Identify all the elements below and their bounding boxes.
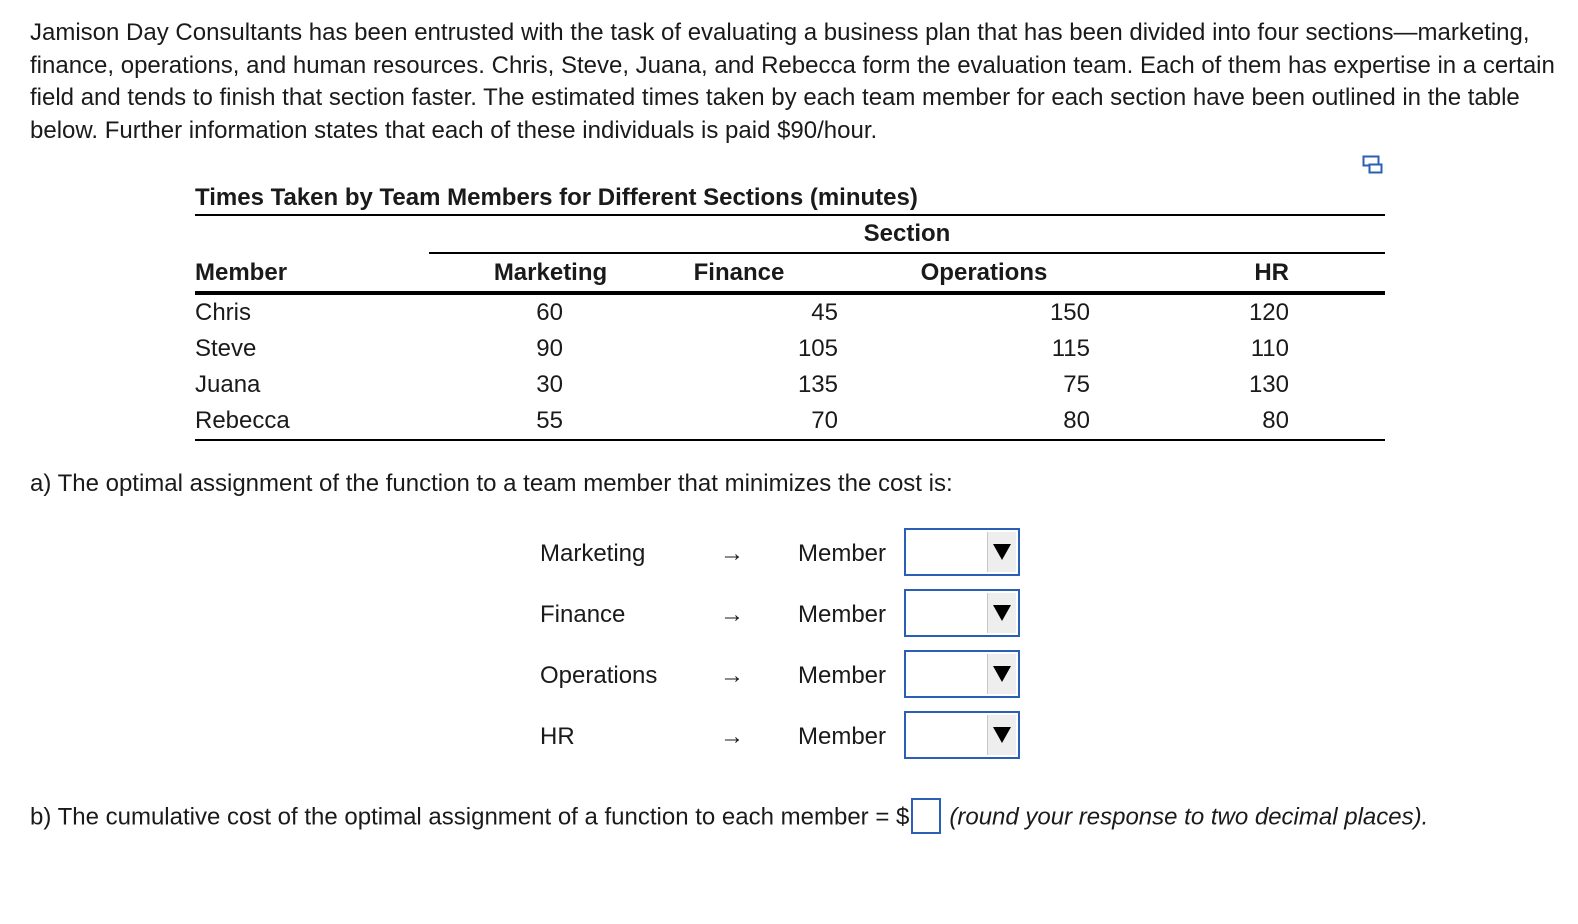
assignment-row-operations	[0, 650, 1578, 702]
times-data-table	[195, 254, 1385, 441]
table-header-row	[195, 254, 1385, 293]
header-finance: Finance	[612, 254, 846, 293]
header-hr: HR	[1092, 254, 1385, 293]
triangle-down-icon	[992, 726, 1012, 744]
triangle-down-icon	[992, 604, 1012, 622]
member-label: Member	[798, 662, 887, 689]
section-label: Section	[429, 216, 1385, 254]
function-label: Finance	[540, 601, 626, 628]
member-label: Member	[798, 723, 887, 750]
cell-operations: 150	[1049, 299, 1090, 326]
dropdown-button[interactable]	[987, 532, 1016, 572]
question-b	[30, 800, 1428, 836]
assignment-row-hr	[0, 711, 1578, 763]
function-label: Marketing	[540, 540, 646, 567]
member-label: Member	[798, 601, 887, 628]
dropdown-button[interactable]	[987, 593, 1016, 633]
cell-marketing: 55	[429, 403, 612, 440]
section-header-row	[195, 216, 1385, 254]
cell-hr: 130	[1248, 371, 1289, 398]
function-label: HR	[540, 723, 575, 750]
cell-operations: 75	[1063, 371, 1090, 398]
table-title: Times Taken by Team Members for Different Sections (minutes)	[195, 182, 1385, 216]
triangle-down-icon	[992, 543, 1012, 561]
header-member: Member	[195, 254, 429, 293]
total-cost-input[interactable]	[911, 798, 941, 834]
right-arrow-icon: →	[720, 662, 744, 689]
assignment-row-finance	[0, 589, 1578, 641]
cell-operations: 80	[846, 403, 1092, 440]
header-operations: Operations	[846, 254, 1092, 293]
cell-member: Steve	[195, 335, 257, 362]
function-label: Operations	[540, 662, 658, 689]
question-a: a) The optimal assignment of the function to a team member that minimizes the cost is:	[30, 470, 953, 497]
table-row	[195, 367, 1385, 403]
triangle-down-icon	[992, 665, 1012, 683]
cell-marketing: 60	[536, 299, 563, 326]
assignment-row-marketing	[0, 528, 1578, 580]
cell-member: Juana	[195, 371, 261, 398]
cell-finance: 70	[612, 403, 846, 440]
member-select-marketing[interactable]	[904, 528, 1020, 576]
rounding-note: (round your response to two decimal places).	[949, 803, 1429, 831]
problem-statement: Jamison Day Consultants has been entrusted with the task of evaluating a business plan that has been divided into four sections—marketing, finance, operations, and human resources. Chris, Steve, Juana, and Rebecca form the evaluation team. Each of them has expertise in a certain field and tends to finish that section faster. The estimated times taken by each team member for each section have been outlined in the table below. Further information states that each of these individuals is paid $90/hour.	[30, 19, 1555, 145]
member-select-hr[interactable]	[904, 711, 1020, 759]
member-select-operations[interactable]	[904, 650, 1020, 698]
times-table	[195, 182, 1385, 441]
right-arrow-icon: →	[720, 723, 744, 750]
cell-finance: 45	[811, 299, 838, 326]
cell-finance: 135	[797, 371, 838, 398]
cell-member: Rebecca	[195, 403, 429, 440]
right-arrow-icon: →	[720, 601, 744, 628]
table-row	[195, 403, 1385, 440]
member-label: Member	[798, 540, 887, 567]
right-arrow-icon: →	[720, 540, 744, 567]
copy-table-icon[interactable]	[1362, 155, 1384, 175]
table-row	[195, 293, 1385, 331]
cell-hr: 80	[1092, 403, 1385, 440]
cell-marketing: 90	[536, 335, 563, 362]
table-row	[195, 331, 1385, 367]
cell-member: Chris	[195, 299, 252, 326]
member-select-finance[interactable]	[904, 589, 1020, 637]
question-b-text: b) The cumulative cost of the optimal assignment of a function to each member = $	[30, 803, 910, 831]
cell-hr: 110	[1250, 335, 1289, 362]
cell-finance: 105	[797, 335, 838, 362]
dropdown-button[interactable]	[987, 715, 1016, 755]
cell-operations: 115	[1051, 335, 1090, 362]
cell-hr: 120	[1248, 299, 1289, 326]
cell-marketing: 30	[536, 371, 563, 398]
header-marketing: Marketing	[429, 254, 612, 293]
dropdown-button[interactable]	[987, 654, 1016, 694]
